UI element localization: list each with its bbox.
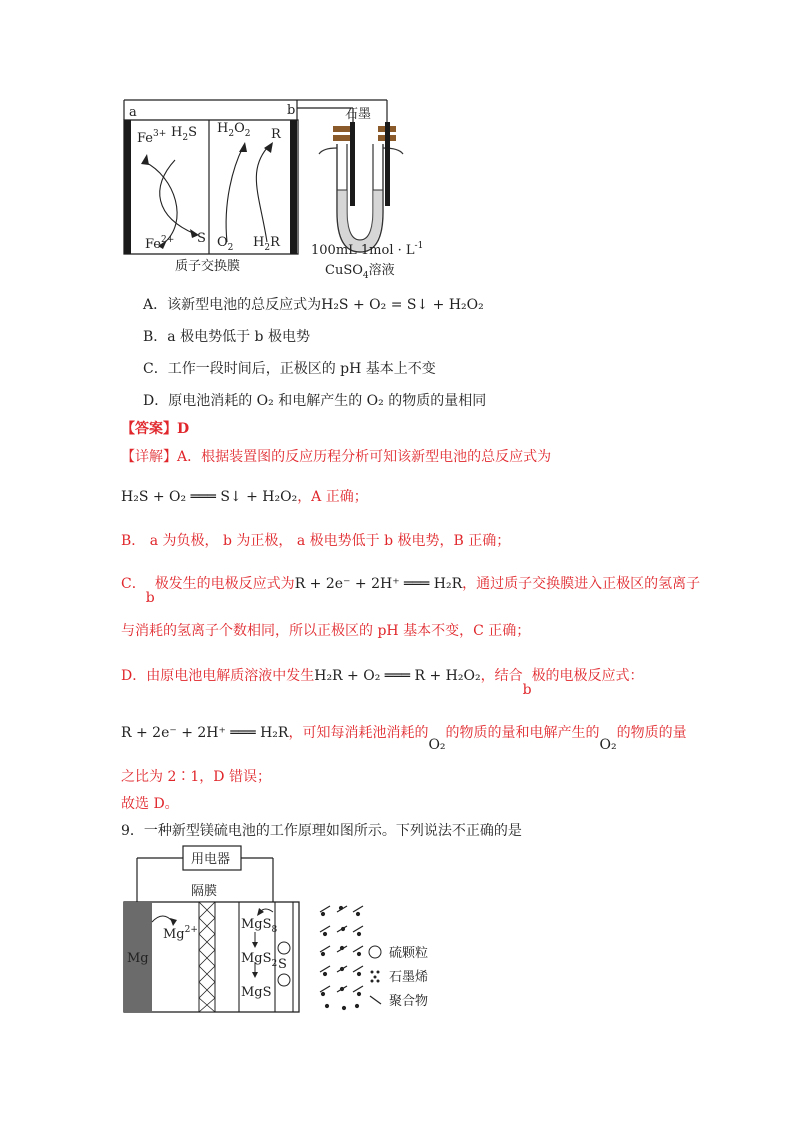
sulfur-label: S [197,231,206,246]
explanation-d-mid2: 的物质的量和电解产生的 [445,725,600,741]
solution-name: CuSO$_4$溶液 [325,263,395,281]
explanation-c-b: b [145,590,155,606]
explanation-d-line2 [121,722,687,753]
explanation-d-head: D．由原电池电解质溶液中发生 [121,668,315,684]
sulfur-legend-icon [369,946,381,958]
explanation-a-formula: H₂S + O₂ ═══ S↓ + H₂O₂ [121,489,298,505]
conclusion: 故选 D。 [121,796,179,812]
explanation-d-o2b: O₂ [599,737,617,753]
explanation-a-tail: ，A 正确； [297,489,368,505]
question-9-stem: 9．一种新型镁硫电池的工作原理如图所示。下列说法不正确的是 [121,823,522,839]
electrode-a-label: a [129,105,137,120]
explanation-intro: 【详解】A．根据装置图的反应历程分析可知该新型电池的总反应式为 [121,449,552,465]
explanation-c-mid: 极发生的电极反应式为 [154,576,295,592]
explanation-d-b: b [522,682,532,698]
fe3-label: $Fe^{3+}$ [137,129,167,146]
electrode-b-label: b [287,103,296,118]
membrane-caption: 质子交换膜 [175,259,241,274]
mgs2-label: MgS$_2$ [241,951,278,969]
h2o2-label: $H_2O_2$ [217,121,251,139]
explanation-d-mid1: ，可知每消耗池消耗的 [288,725,429,741]
fe2-label: $Fe^{2+}$ [145,235,175,252]
explanation-d-formula2: R + 2e⁻ + 2H⁺ ═══ H₂R [121,725,289,741]
explanation-d-line1 [121,665,644,698]
o2-label: $O_2$ [217,235,234,253]
explanation-c-head: C． [121,576,146,592]
legend-graphene: 石墨烯 [389,970,429,985]
h2r-label: $H_2R$ [253,235,280,253]
explanation-c-tail: ，通过质子交换膜进入正极区的氢离子 [462,576,701,592]
option-b: B．a 极电势低于 b 极电势 [143,329,310,345]
option-a: A．该新型电池的总反应式为H₂S + O₂ = S↓ + H₂O₂ [143,297,484,313]
mgs-label: MgS [241,985,272,1000]
explanation-d-line3: 之比为 2∶1，D 错误； [121,769,271,785]
explanation-d-formula1: H₂R + O₂ ═══ R + H₂O₂ [314,668,481,684]
h2s-label: $H_2S$ [171,125,197,143]
solution-concentration: 100mL $1mol \cdot L^{-1}$ [311,241,424,258]
explanation-d-tail: 极的电极反应式： [531,668,644,684]
option-d: D．原电池消耗的 O₂ 和电解产生的 O₂ 的物质的量相同 [143,393,487,409]
polymer-legend-icon [370,996,381,1004]
r-label: R [271,127,281,142]
answer-label: 【答案】D [121,421,190,437]
explanation-d-mid: ，结合 [480,668,523,684]
option-c: C．工作一段时间后，正极区的 pH 基本上不变 [143,361,436,377]
explanation-d-o2a: O₂ [428,737,446,753]
explanation-d-tail2: 的物质的量 [616,725,687,741]
mg-anode-label: Mg [127,951,149,966]
explanation-c-line2: 与消耗的氢离子个数相同，所以正极区的 pH 基本不变，C 正确； [121,623,531,639]
legend-polymer: 聚合物 [389,994,429,1009]
explanation-a-line [121,486,368,506]
separator-label: 隔膜 [191,884,218,899]
explanation-b-line: B． a 为负极， b 为正极， a 极电势低于 b 极电势，B 正确； [121,533,511,549]
legend-sulfur: 硫颗粒 [389,946,429,961]
explanation-c-formula: R + 2e⁻ + 2H⁺ ═══ H₂R [294,576,463,592]
mg2-ion-label: $Mg^{2+}$ [163,925,198,942]
mg-s-battery-diagram [115,840,455,1020]
explanation-c-line1 [121,573,701,606]
graphene-legend-icon [371,971,380,983]
s-cathode-label: S [278,957,287,972]
appliance-label: 用电器 [191,852,231,867]
electrochemical-cell-diagram [115,92,445,282]
mgs8-label: MgS$_8$ [241,917,278,935]
graphite-label: 石墨 [345,107,372,122]
